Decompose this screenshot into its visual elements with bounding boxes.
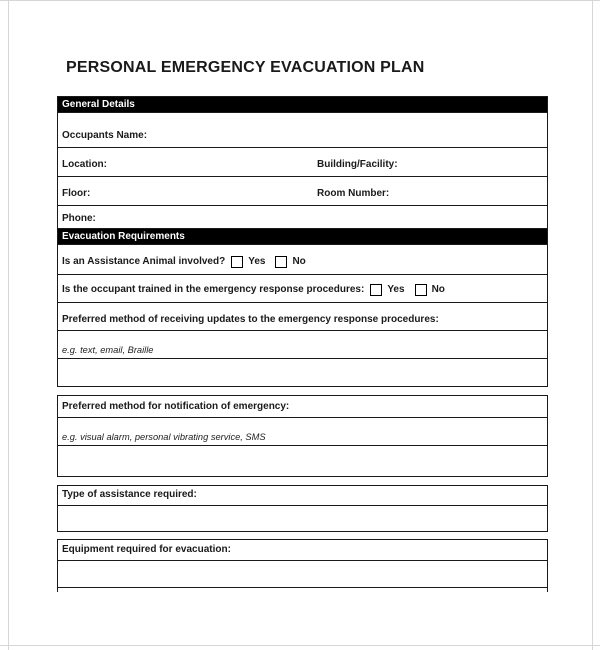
phone-field[interactable]	[58, 206, 547, 229]
notification-hint: e.g. visual alarm, personal vibrating service, SMS	[62, 432, 266, 442]
updates-method-header-row	[58, 303, 547, 331]
phone-label: Phone:	[62, 213, 96, 224]
notification-method-label: Preferred method for notification of emergency:	[62, 401, 290, 412]
page-edge-top	[0, 0, 600, 1]
occupant-trained-yes-label: Yes	[387, 284, 405, 295]
location-label: Location:	[62, 159, 107, 170]
equipment-label: Equipment required for evacuation:	[62, 544, 231, 555]
page-edge-left	[8, 0, 9, 650]
page-edge-bottom	[0, 645, 600, 646]
notification-method-header-row	[58, 396, 547, 418]
page-title: PERSONAL EMERGENCY EVACUATION PLAN	[66, 59, 425, 76]
location-field[interactable]	[58, 159, 313, 176]
assistance-animal-question: Is an Assistance Animal involved?	[62, 256, 226, 267]
equipment-header-row	[58, 540, 547, 561]
occupant-trained-yes-checkbox[interactable]	[370, 284, 382, 296]
room-number-field[interactable]	[313, 188, 547, 205]
updates-hint: e.g. text, email, Braille	[62, 345, 154, 355]
building-facility-label: Building/Facility:	[317, 159, 398, 170]
assistance-type-table	[57, 485, 548, 532]
location-building-row	[58, 148, 547, 177]
assistance-type-answer-row[interactable]	[58, 506, 547, 531]
equipment-answer-row[interactable]	[58, 561, 547, 587]
next-row-border-fragment	[57, 588, 548, 592]
assistance-type-header-row	[58, 486, 547, 506]
updates-answer-area[interactable]	[58, 331, 547, 359]
occupants-name-field[interactable]	[58, 113, 547, 148]
floor-label: Floor:	[62, 188, 91, 199]
assistance-animal-no-checkbox[interactable]	[275, 256, 287, 268]
assistance-animal-no-label: No	[292, 256, 306, 267]
page-edge-right	[592, 0, 593, 650]
occupant-trained-no-checkbox[interactable]	[415, 284, 427, 296]
notification-method-table	[57, 395, 548, 477]
assistance-type-label: Type of assistance required:	[62, 489, 197, 500]
evacuation-requirements-header-label: Evacuation Requirements	[62, 231, 185, 242]
general-details-header-bar	[58, 97, 547, 113]
updates-answer-row[interactable]	[58, 359, 547, 386]
updates-method-label: Preferred method of receiving updates to the emergency response procedures:	[62, 314, 439, 325]
assistance-animal-yes-checkbox[interactable]	[231, 256, 243, 268]
assistance-animal-yes-label: Yes	[248, 256, 266, 267]
occupant-trained-question: Is the occupant trained in the emergency response procedures:	[62, 284, 365, 295]
floor-field[interactable]	[58, 188, 313, 205]
general-details-header-label: General Details	[62, 99, 135, 110]
form-document	[57, 58, 548, 592]
notification-answer-row[interactable]	[58, 446, 547, 476]
occupant-trained-question-row	[58, 275, 547, 303]
occupant-trained-no-label: No	[431, 284, 445, 295]
evacuation-requirements-header-bar	[58, 229, 547, 245]
occupants-name-label: Occupants Name:	[62, 130, 148, 141]
notification-answer-area[interactable]	[58, 418, 547, 446]
general-details-table	[57, 96, 548, 387]
building-facility-field[interactable]	[313, 159, 547, 176]
floor-room-row	[58, 177, 547, 206]
room-number-label: Room Number:	[317, 188, 390, 199]
assistance-animal-question-row	[58, 245, 547, 275]
equipment-table	[57, 539, 548, 588]
